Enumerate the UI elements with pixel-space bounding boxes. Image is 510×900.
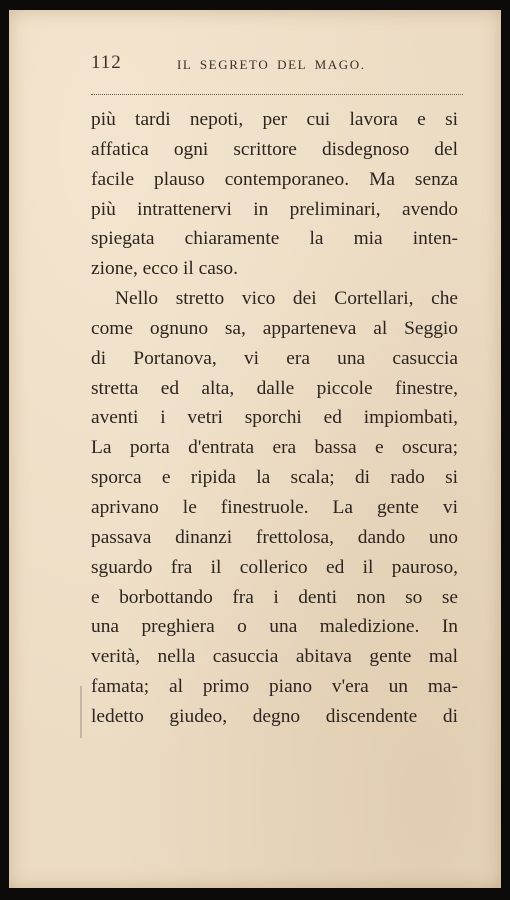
text-line: di Portanova, vi era una casuccia [91, 347, 458, 369]
text-line: come ognuno sa, apparteneva al Seggio [91, 317, 458, 339]
text-line: aprivano le finestruole. La gente vi [91, 496, 458, 518]
text-line: spiegata chiaramente la mia inten- [91, 228, 458, 250]
text-line: aventi i vetri sporchi ed impiombati, [91, 407, 458, 429]
page-header [91, 52, 463, 82]
text-line: più tardi nepoti, per cui lavora e si [91, 109, 458, 130]
text-line: e borbottando fra i denti non so se [91, 586, 458, 608]
text-line: una preghiera o una maledizione. In [91, 616, 458, 638]
text-line: affatica ogni scrittore disdegnoso del [91, 138, 458, 160]
text-line: sguardo fra il collerico ed il pauroso, [91, 556, 458, 578]
text-line: zione, ecco il caso. [91, 258, 238, 280]
margin-pencil-mark [80, 686, 82, 738]
paragraph-start-line: Nello stretto vico dei Cortellari, che [115, 288, 458, 310]
running-title: IL SEGRETO DEL MAGO. [177, 57, 366, 72]
body-text [91, 105, 458, 732]
text-line: ledetto giudeo, degno discendente di [91, 705, 458, 727]
page-number: 112 [91, 52, 122, 73]
text-line: stretta ed alta, dalle piccole finestre, [91, 377, 458, 399]
text-line: sporca e ripida la scala; di rado si [91, 467, 458, 489]
text-line: La porta d'entrata era bassa e oscura; [91, 437, 458, 459]
text-line: facile plauso contemporaneo. Ma senza [91, 168, 458, 190]
text-line: verità, nella casuccia abitava gente mal [91, 646, 458, 668]
text-line: più intrattenervi in preliminari, avendo [91, 198, 458, 220]
text-line: passava dinanzi frettolosa, dando uno [91, 526, 458, 548]
text-line: famata; al primo piano v'era un ma- [91, 676, 458, 698]
header-rule [91, 94, 463, 95]
